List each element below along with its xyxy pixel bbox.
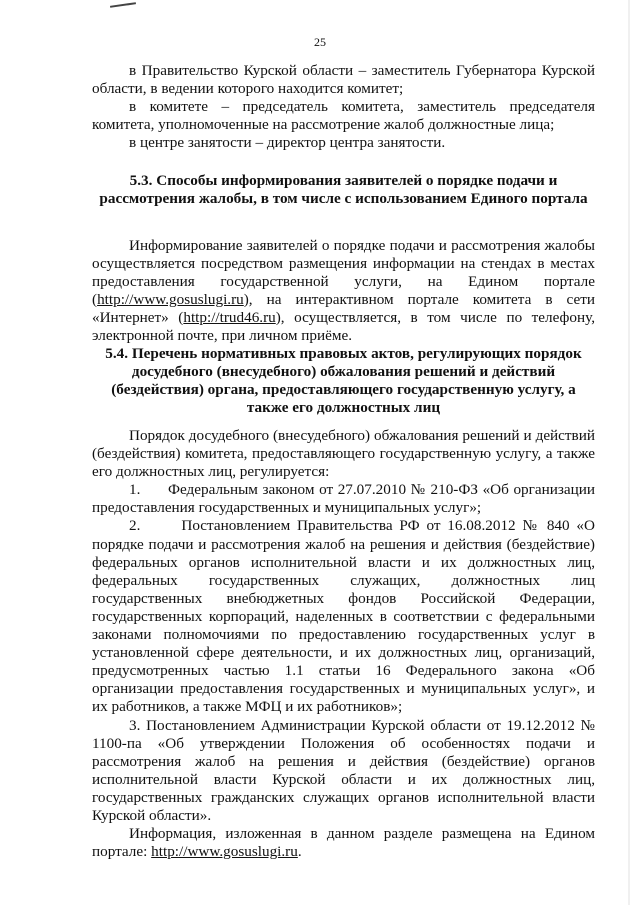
paragraph-intro: Порядок досудебного (внесудебного) обжалования решений и действий (бездействия) комитета, предоставляющего государственную услугу, а также его должностных лиц, регулируется: — [92, 427, 595, 481]
heading-5-4-line2: досудебного (внесудебного) обжалования решений и действий — [131, 363, 556, 380]
informing-text-a: Информирование заявителей о порядке подачи и рассмотрения жалобы осуществляется посредством размещения информации на стендах в местах предоставления государственной услуги, на Едином портале ( — [92, 237, 595, 309]
closing-text: Информация, изложенная в данном разделе размещена на Едином портале: — [92, 825, 595, 861]
list-item-government-resolution: 2. Постановлением Правительства РФ от 16.08.2012 № 840 «О порядке подачи и рассмотрения жалоб на решения и действия (бездействие) федеральных органов исполнительной власти и их должностных лиц, федеральных государственных служащих, должностных лиц государственных внебюджетных фондов Российской Федерации, государственных корпораций, наделенных в соответствии с федеральными законами полномочиями по предоставлению государственных услуг в установленной сфере деятельности, и их должностных лиц, организаций, предусмотренных частью 1.1 статьи 16 Федерального закона «Об организации предоставления государственных и муниципальных услуг», и их работников, а также МФЦ и их работников»; — [92, 517, 599, 716]
section-5-3-body — [92, 237, 595, 346]
heading-5-4-line1: 5.4. Перечень нормативных правовых актов, регулирующих порядок — [105, 345, 582, 362]
page-number: 25 — [314, 35, 326, 49]
authorities-list — [92, 62, 595, 152]
list-item-kursk-resolution: 3. Постановлением Администрации Курской области от 19.12.2012 № 1100-па «Об утверждении Положения об особенностях подачи и рассмотрения жалоб на решения и действия (бездействие) органов исполнительной власти Курской области и их должностных лиц, государственных гражданских служащих органов исполнительной власти Курской области». — [92, 716, 595, 824]
closing-end: . — [297, 843, 302, 861]
heading-5-3-line1: 5.3. Способы информирования заявителей о порядке подачи и — [129, 172, 558, 189]
heading-5-3-line2: рассмотрения жалобы, в том числе с использованием Единого портала — [99, 190, 588, 207]
heading-5-4-line4: также его должностных лиц — [246, 399, 441, 416]
section-5-4-body — [92, 427, 599, 861]
informing-text-c: ), осуществляется, в том числе по телефону, электронной почте, при личном приёме. — [92, 309, 595, 345]
paragraph-closing — [92, 825, 595, 861]
paragraph-informing — [92, 237, 595, 346]
paragraph-government: в Правительство Курской области – заместитель Губернатора Курской области, в ведении которого находится комитет; — [92, 62, 595, 98]
gosuslugi-closing-link[interactable]: http://www.gosuslugi.ru — [151, 843, 298, 861]
gosuslugi-link[interactable]: http://www.gosuslugi.ru — [97, 291, 244, 309]
scan-mark — [110, 2, 136, 8]
informing-text-b: ), на интерактивном портале комитета в сети «Интернет» ( — [92, 291, 595, 327]
scan-edge — [628, 0, 630, 905]
heading-5-4-line3: (бездействия) органа, предоставляющего государственную услугу, а — [111, 381, 576, 398]
paragraph-employment-center: в центре занятости – директор центра занятости. — [129, 134, 446, 152]
paragraph-committee: в комитете – председатель комитета, заместитель председателя комитета, уполномоченные на рассмотрение жалоб должностные лица; — [92, 98, 595, 134]
list-item-federal-law: 1. Федеральным законом от 27.07.2010 № 210-ФЗ «Об организации предоставления государственных и муниципальных услуг»; — [92, 481, 599, 517]
trud46-link[interactable]: http://trud46.ru — [183, 309, 276, 327]
